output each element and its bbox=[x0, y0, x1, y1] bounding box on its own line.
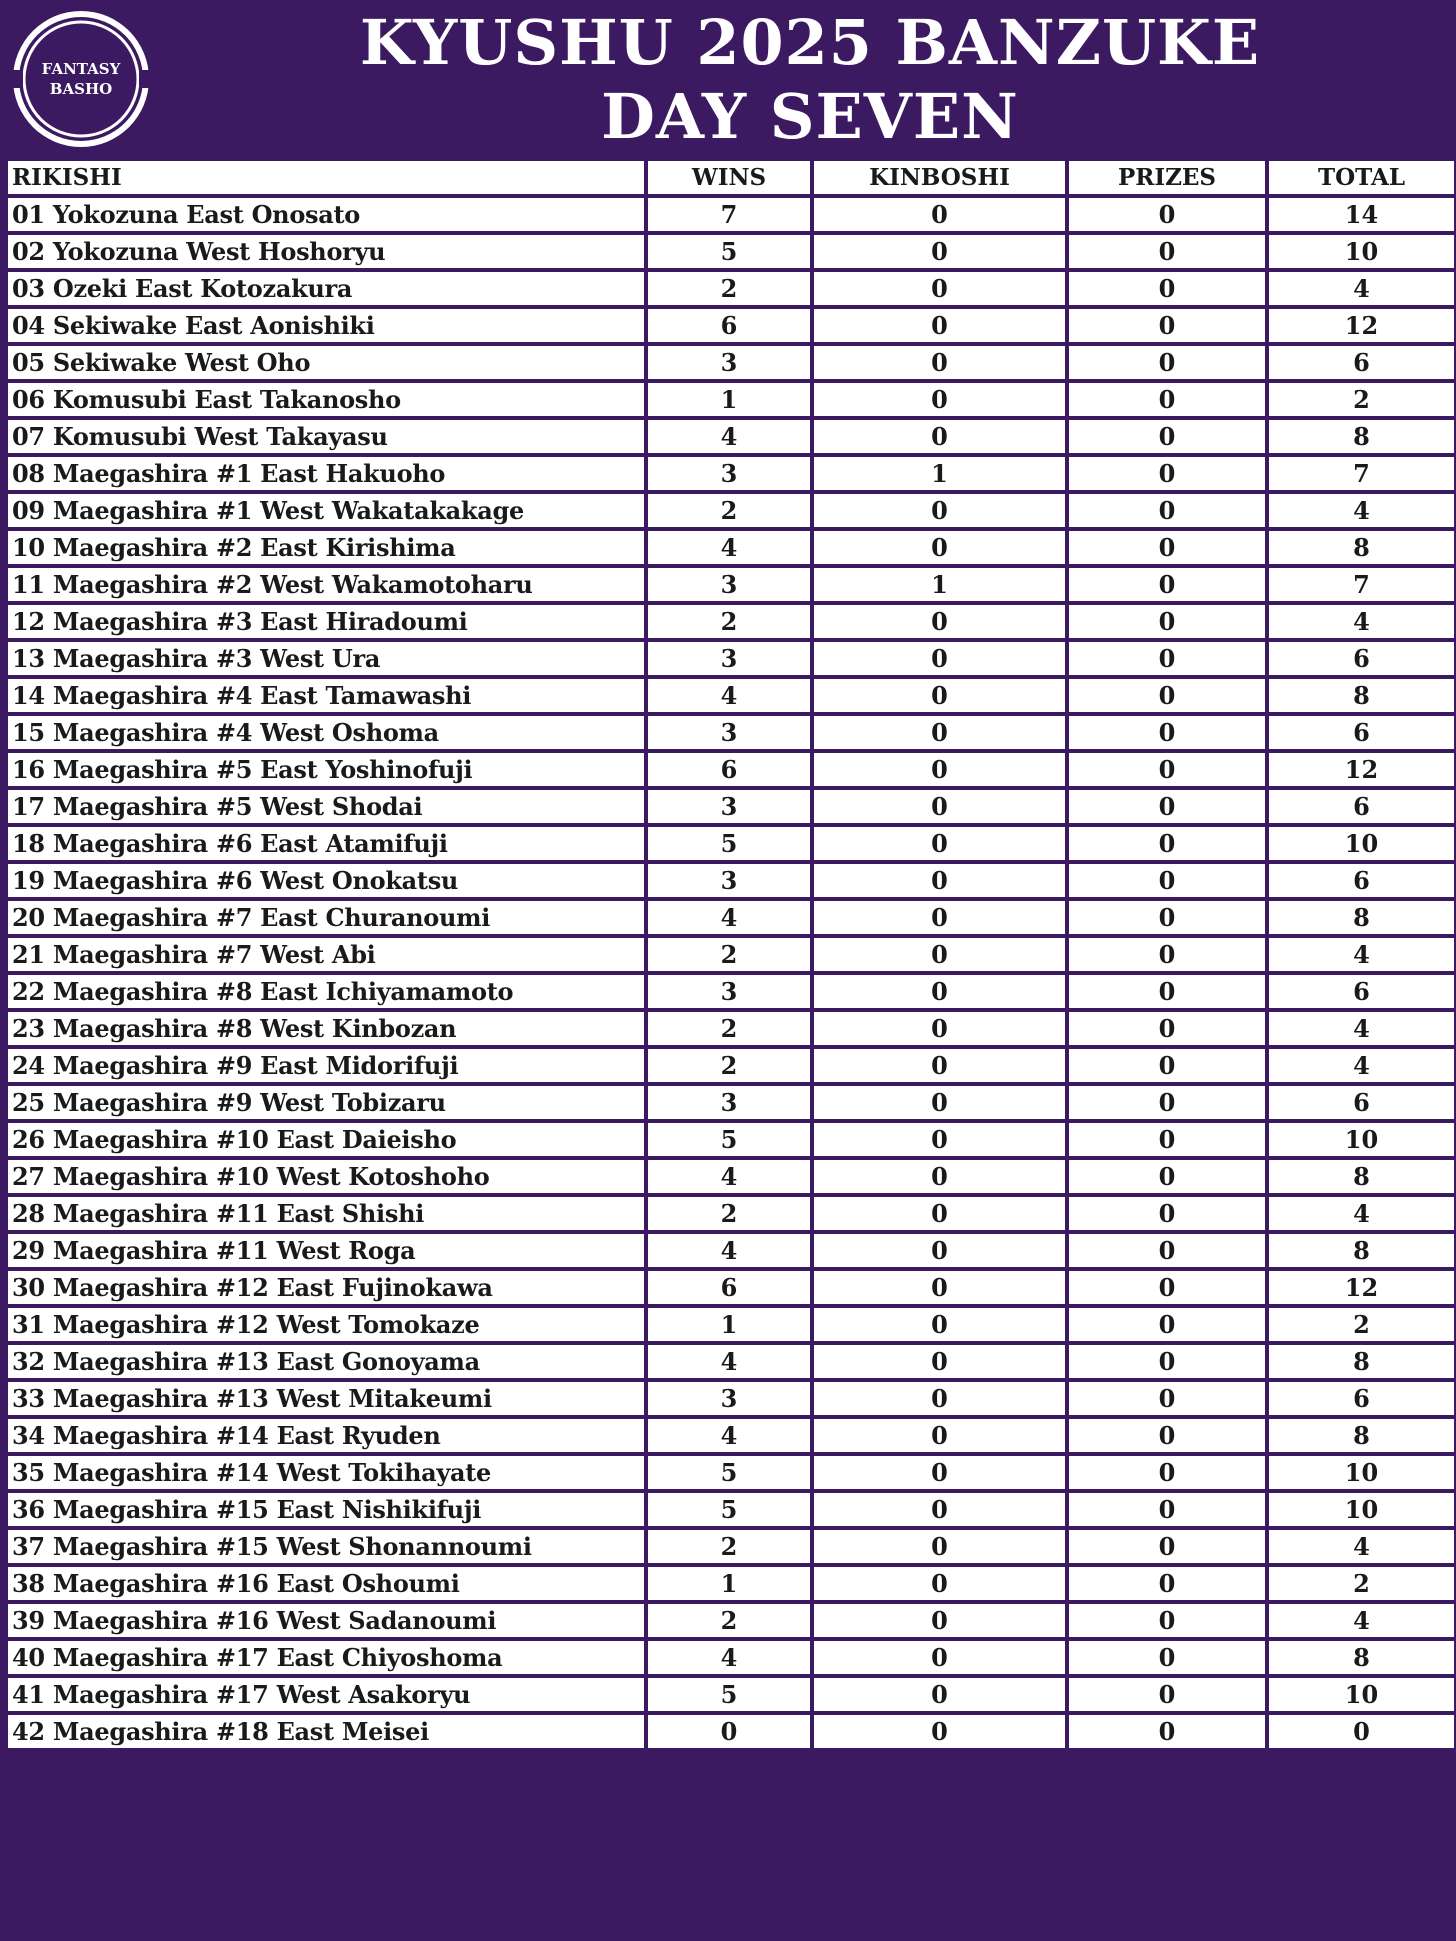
wins-cell: 1 bbox=[646, 1565, 812, 1602]
table-row bbox=[6, 899, 1456, 936]
prizes-cell: 0 bbox=[1067, 973, 1267, 1010]
rikishi-cell: 32 Maegashira #13 East Gonoyama bbox=[6, 1343, 646, 1380]
rikishi-cell: 33 Maegashira #13 West Mitakeumi bbox=[6, 1380, 646, 1417]
table-row bbox=[6, 714, 1456, 751]
wins-cell: 4 bbox=[646, 1343, 812, 1380]
table-row bbox=[6, 492, 1456, 529]
rikishi-cell: 28 Maegashira #11 East Shishi bbox=[6, 1195, 646, 1232]
prizes-cell: 0 bbox=[1067, 1491, 1267, 1528]
table-row bbox=[6, 1195, 1456, 1232]
table-row bbox=[6, 455, 1456, 492]
kinboshi-cell: 0 bbox=[812, 418, 1067, 455]
total-cell: 12 bbox=[1267, 307, 1456, 344]
kinboshi-cell: 0 bbox=[812, 1195, 1067, 1232]
rikishi-cell: 24 Maegashira #9 East Midorifuji bbox=[6, 1047, 646, 1084]
kinboshi-cell: 0 bbox=[812, 1528, 1067, 1565]
total-cell: 2 bbox=[1267, 381, 1456, 418]
wins-cell: 3 bbox=[646, 344, 812, 381]
prizes-cell: 0 bbox=[1067, 1417, 1267, 1454]
table-row bbox=[6, 1084, 1456, 1121]
total-cell: 4 bbox=[1267, 1528, 1456, 1565]
wins-cell: 1 bbox=[646, 381, 812, 418]
total-cell: 6 bbox=[1267, 1380, 1456, 1417]
table-row bbox=[6, 1454, 1456, 1491]
kinboshi-cell: 0 bbox=[812, 1565, 1067, 1602]
total-cell: 8 bbox=[1267, 1417, 1456, 1454]
kinboshi-cell: 0 bbox=[812, 603, 1067, 640]
rikishi-cell: 23 Maegashira #8 West Kinbozan bbox=[6, 1010, 646, 1047]
kinboshi-cell: 0 bbox=[812, 307, 1067, 344]
rikishi-cell: 29 Maegashira #11 West Roga bbox=[6, 1232, 646, 1269]
kinboshi-cell: 0 bbox=[812, 973, 1067, 1010]
prizes-cell: 0 bbox=[1067, 603, 1267, 640]
total-cell: 6 bbox=[1267, 640, 1456, 677]
prizes-cell: 0 bbox=[1067, 344, 1267, 381]
table-row bbox=[6, 640, 1456, 677]
wins-cell: 6 bbox=[646, 751, 812, 788]
table-row bbox=[6, 1343, 1456, 1380]
prizes-cell: 0 bbox=[1067, 492, 1267, 529]
prizes-cell: 0 bbox=[1067, 677, 1267, 714]
wins-cell: 7 bbox=[646, 196, 812, 233]
prizes-cell: 0 bbox=[1067, 1010, 1267, 1047]
wins-cell: 4 bbox=[646, 677, 812, 714]
table-row bbox=[6, 233, 1456, 270]
rikishi-cell: 16 Maegashira #5 East Yoshinofuji bbox=[6, 751, 646, 788]
total-cell: 8 bbox=[1267, 1639, 1456, 1676]
column-header-kinboshi: KINBOSHI bbox=[812, 159, 1067, 196]
rikishi-cell: 14 Maegashira #4 East Tamawashi bbox=[6, 677, 646, 714]
column-header-rikishi: RIKISHI bbox=[6, 159, 646, 196]
kinboshi-cell: 0 bbox=[812, 1232, 1067, 1269]
total-cell: 6 bbox=[1267, 788, 1456, 825]
prizes-cell: 0 bbox=[1067, 714, 1267, 751]
table-row bbox=[6, 566, 1456, 603]
table-row bbox=[6, 862, 1456, 899]
table-row bbox=[6, 1010, 1456, 1047]
table-row bbox=[6, 788, 1456, 825]
wins-cell: 1 bbox=[646, 1306, 812, 1343]
wins-cell: 5 bbox=[646, 825, 812, 862]
wins-cell: 4 bbox=[646, 529, 812, 566]
total-cell: 8 bbox=[1267, 899, 1456, 936]
kinboshi-cell: 0 bbox=[812, 1380, 1067, 1417]
total-cell: 10 bbox=[1267, 1454, 1456, 1491]
rikishi-cell: 07 Komusubi West Takayasu bbox=[6, 418, 646, 455]
wins-cell: 3 bbox=[646, 788, 812, 825]
wins-cell: 5 bbox=[646, 1121, 812, 1158]
prizes-cell: 0 bbox=[1067, 1528, 1267, 1565]
kinboshi-cell: 0 bbox=[812, 899, 1067, 936]
kinboshi-cell: 0 bbox=[812, 1269, 1067, 1306]
total-cell: 10 bbox=[1267, 1121, 1456, 1158]
rikishi-cell: 01 Yokozuna East Onosato bbox=[6, 196, 646, 233]
wins-cell: 2 bbox=[646, 1602, 812, 1639]
prizes-cell: 0 bbox=[1067, 862, 1267, 899]
rikishi-cell: 22 Maegashira #8 East Ichiyamamoto bbox=[6, 973, 646, 1010]
prizes-cell: 0 bbox=[1067, 825, 1267, 862]
wins-cell: 2 bbox=[646, 492, 812, 529]
prizes-cell: 0 bbox=[1067, 1158, 1267, 1195]
total-cell: 8 bbox=[1267, 418, 1456, 455]
prizes-cell: 0 bbox=[1067, 418, 1267, 455]
total-cell: 4 bbox=[1267, 1010, 1456, 1047]
column-header-wins: WINS bbox=[646, 159, 812, 196]
rikishi-cell: 18 Maegashira #6 East Atamifuji bbox=[6, 825, 646, 862]
rikishi-cell: 21 Maegashira #7 West Abi bbox=[6, 936, 646, 973]
prizes-cell: 0 bbox=[1067, 1565, 1267, 1602]
total-cell: 4 bbox=[1267, 1602, 1456, 1639]
kinboshi-cell: 0 bbox=[812, 936, 1067, 973]
wins-cell: 2 bbox=[646, 1195, 812, 1232]
rikishi-cell: 03 Ozeki East Kotozakura bbox=[6, 270, 646, 307]
rikishi-cell: 08 Maegashira #1 East Hakuoho bbox=[6, 455, 646, 492]
rikishi-cell: 19 Maegashira #6 West Onokatsu bbox=[6, 862, 646, 899]
prizes-cell: 0 bbox=[1067, 566, 1267, 603]
wins-cell: 5 bbox=[646, 233, 812, 270]
total-cell: 4 bbox=[1267, 603, 1456, 640]
wins-cell: 3 bbox=[646, 1380, 812, 1417]
table-body bbox=[6, 196, 1456, 1750]
table-row bbox=[6, 344, 1456, 381]
rikishi-cell: 11 Maegashira #2 West Wakamotoharu bbox=[6, 566, 646, 603]
total-cell: 10 bbox=[1267, 825, 1456, 862]
table-row bbox=[6, 973, 1456, 1010]
kinboshi-cell: 0 bbox=[812, 751, 1067, 788]
fantasy-basho-logo bbox=[10, 8, 152, 150]
prizes-cell: 0 bbox=[1067, 1121, 1267, 1158]
wins-cell: 4 bbox=[646, 1417, 812, 1454]
total-cell: 4 bbox=[1267, 270, 1456, 307]
kinboshi-cell: 0 bbox=[812, 825, 1067, 862]
wins-cell: 6 bbox=[646, 307, 812, 344]
table-row bbox=[6, 418, 1456, 455]
prizes-cell: 0 bbox=[1067, 1306, 1267, 1343]
rikishi-cell: 36 Maegashira #15 East Nishikifuji bbox=[6, 1491, 646, 1528]
total-cell: 2 bbox=[1267, 1306, 1456, 1343]
wins-cell: 5 bbox=[646, 1676, 812, 1713]
kinboshi-cell: 0 bbox=[812, 640, 1067, 677]
total-cell: 4 bbox=[1267, 1195, 1456, 1232]
prizes-cell: 0 bbox=[1067, 196, 1267, 233]
table-row bbox=[6, 1047, 1456, 1084]
title-line-2: DAY SEVEN bbox=[601, 80, 1019, 153]
rikishi-cell: 25 Maegashira #9 West Tobizaru bbox=[6, 1084, 646, 1121]
prizes-cell: 0 bbox=[1067, 381, 1267, 418]
prizes-cell: 0 bbox=[1067, 1676, 1267, 1713]
total-cell: 6 bbox=[1267, 862, 1456, 899]
total-cell: 4 bbox=[1267, 936, 1456, 973]
kinboshi-cell: 0 bbox=[812, 270, 1067, 307]
total-cell: 10 bbox=[1267, 233, 1456, 270]
table-row bbox=[6, 1713, 1456, 1750]
total-cell: 6 bbox=[1267, 1084, 1456, 1121]
table-row bbox=[6, 677, 1456, 714]
kinboshi-cell: 0 bbox=[812, 1417, 1067, 1454]
title-line-1: KYUSHU 2025 BANZUKE bbox=[359, 6, 1261, 79]
page-title bbox=[190, 6, 1430, 154]
wins-cell: 3 bbox=[646, 973, 812, 1010]
prizes-cell: 0 bbox=[1067, 270, 1267, 307]
total-cell: 12 bbox=[1267, 1269, 1456, 1306]
wins-cell: 5 bbox=[646, 1491, 812, 1528]
kinboshi-cell: 0 bbox=[812, 788, 1067, 825]
rikishi-cell: 13 Maegashira #3 West Ura bbox=[6, 640, 646, 677]
wins-cell: 3 bbox=[646, 455, 812, 492]
kinboshi-cell: 0 bbox=[812, 1010, 1067, 1047]
rikishi-cell: 31 Maegashira #12 West Tomokaze bbox=[6, 1306, 646, 1343]
kinboshi-cell: 0 bbox=[812, 344, 1067, 381]
total-cell: 8 bbox=[1267, 1343, 1456, 1380]
wins-cell: 4 bbox=[646, 1232, 812, 1269]
table-row bbox=[6, 1306, 1456, 1343]
kinboshi-cell: 0 bbox=[812, 1602, 1067, 1639]
kinboshi-cell: 0 bbox=[812, 1454, 1067, 1491]
rikishi-cell: 17 Maegashira #5 West Shodai bbox=[6, 788, 646, 825]
rikishi-cell: 04 Sekiwake East Aonishiki bbox=[6, 307, 646, 344]
table-row bbox=[6, 196, 1456, 233]
kinboshi-cell: 0 bbox=[812, 862, 1067, 899]
table-row bbox=[6, 270, 1456, 307]
total-cell: 2 bbox=[1267, 1565, 1456, 1602]
table-row bbox=[6, 1121, 1456, 1158]
prizes-cell: 0 bbox=[1067, 1713, 1267, 1750]
rikishi-cell: 41 Maegashira #17 West Asakoryu bbox=[6, 1676, 646, 1713]
kinboshi-cell: 0 bbox=[812, 1343, 1067, 1380]
total-cell: 10 bbox=[1267, 1491, 1456, 1528]
total-cell: 4 bbox=[1267, 1047, 1456, 1084]
rikishi-cell: 37 Maegashira #15 West Shonannoumi bbox=[6, 1528, 646, 1565]
kinboshi-cell: 0 bbox=[812, 492, 1067, 529]
logo-text-fantasy: FANTASY bbox=[41, 60, 121, 78]
wins-cell: 2 bbox=[646, 1047, 812, 1084]
rikishi-cell: 05 Sekiwake West Oho bbox=[6, 344, 646, 381]
rikishi-cell: 42 Maegashira #18 East Meisei bbox=[6, 1713, 646, 1750]
table-row bbox=[6, 1528, 1456, 1565]
kinboshi-cell: 0 bbox=[812, 1084, 1067, 1121]
rikishi-cell: 02 Yokozuna West Hoshoryu bbox=[6, 233, 646, 270]
prizes-cell: 0 bbox=[1067, 307, 1267, 344]
table-row bbox=[6, 1602, 1456, 1639]
total-cell: 0 bbox=[1267, 1713, 1456, 1750]
kinboshi-cell: 0 bbox=[812, 1306, 1067, 1343]
wins-cell: 3 bbox=[646, 640, 812, 677]
kinboshi-cell: 0 bbox=[812, 1121, 1067, 1158]
page-header bbox=[0, 0, 1456, 158]
column-header-prizes: PRIZES bbox=[1067, 159, 1267, 196]
table-row bbox=[6, 1676, 1456, 1713]
wins-cell: 4 bbox=[646, 1158, 812, 1195]
prizes-cell: 0 bbox=[1067, 529, 1267, 566]
table-row bbox=[6, 529, 1456, 566]
rikishi-cell: 27 Maegashira #10 West Kotoshoho bbox=[6, 1158, 646, 1195]
table-row bbox=[6, 1491, 1456, 1528]
total-cell: 4 bbox=[1267, 492, 1456, 529]
kinboshi-cell: 0 bbox=[812, 196, 1067, 233]
table-row bbox=[6, 307, 1456, 344]
total-cell: 6 bbox=[1267, 344, 1456, 381]
table-row bbox=[6, 1417, 1456, 1454]
kinboshi-cell: 0 bbox=[812, 677, 1067, 714]
prizes-cell: 0 bbox=[1067, 751, 1267, 788]
table-row bbox=[6, 1639, 1456, 1676]
table-row bbox=[6, 1380, 1456, 1417]
total-cell: 8 bbox=[1267, 677, 1456, 714]
prizes-cell: 0 bbox=[1067, 899, 1267, 936]
prizes-cell: 0 bbox=[1067, 1343, 1267, 1380]
prizes-cell: 0 bbox=[1067, 640, 1267, 677]
wins-cell: 3 bbox=[646, 1084, 812, 1121]
table-row bbox=[6, 1565, 1456, 1602]
wins-cell: 2 bbox=[646, 603, 812, 640]
total-cell: 10 bbox=[1267, 1676, 1456, 1713]
total-cell: 6 bbox=[1267, 973, 1456, 1010]
table-header-row bbox=[6, 159, 1456, 196]
kinboshi-cell: 0 bbox=[812, 529, 1067, 566]
total-cell: 7 bbox=[1267, 566, 1456, 603]
total-cell: 12 bbox=[1267, 751, 1456, 788]
table-row bbox=[6, 1232, 1456, 1269]
prizes-cell: 0 bbox=[1067, 1602, 1267, 1639]
rikishi-cell: 09 Maegashira #1 West Wakatakakage bbox=[6, 492, 646, 529]
rikishi-cell: 34 Maegashira #14 East Ryuden bbox=[6, 1417, 646, 1454]
prizes-cell: 0 bbox=[1067, 1047, 1267, 1084]
prizes-cell: 0 bbox=[1067, 1232, 1267, 1269]
wins-cell: 0 bbox=[646, 1713, 812, 1750]
prizes-cell: 0 bbox=[1067, 1269, 1267, 1306]
kinboshi-cell: 0 bbox=[812, 1639, 1067, 1676]
rikishi-cell: 40 Maegashira #17 East Chiyoshoma bbox=[6, 1639, 646, 1676]
table-row bbox=[6, 936, 1456, 973]
total-cell: 8 bbox=[1267, 529, 1456, 566]
wins-cell: 2 bbox=[646, 936, 812, 973]
kinboshi-cell: 1 bbox=[812, 455, 1067, 492]
wins-cell: 2 bbox=[646, 1010, 812, 1047]
kinboshi-cell: 0 bbox=[812, 1047, 1067, 1084]
kinboshi-cell: 1 bbox=[812, 566, 1067, 603]
kinboshi-cell: 0 bbox=[812, 1158, 1067, 1195]
table-row bbox=[6, 825, 1456, 862]
kinboshi-cell: 0 bbox=[812, 1713, 1067, 1750]
total-cell: 8 bbox=[1267, 1232, 1456, 1269]
rikishi-cell: 39 Maegashira #16 West Sadanoumi bbox=[6, 1602, 646, 1639]
logo-text-basho: BASHO bbox=[49, 80, 113, 98]
rikishi-cell: 10 Maegashira #2 East Kirishima bbox=[6, 529, 646, 566]
wins-cell: 2 bbox=[646, 1528, 812, 1565]
rikishi-cell: 26 Maegashira #10 East Daieisho bbox=[6, 1121, 646, 1158]
total-cell: 6 bbox=[1267, 714, 1456, 751]
table-row bbox=[6, 603, 1456, 640]
prizes-cell: 0 bbox=[1067, 936, 1267, 973]
rikishi-cell: 30 Maegashira #12 East Fujinokawa bbox=[6, 1269, 646, 1306]
wins-cell: 2 bbox=[646, 270, 812, 307]
table-row bbox=[6, 1269, 1456, 1306]
kinboshi-cell: 0 bbox=[812, 233, 1067, 270]
prizes-cell: 0 bbox=[1067, 233, 1267, 270]
kinboshi-cell: 0 bbox=[812, 381, 1067, 418]
prizes-cell: 0 bbox=[1067, 788, 1267, 825]
prizes-cell: 0 bbox=[1067, 455, 1267, 492]
wins-cell: 3 bbox=[646, 566, 812, 603]
rikishi-cell: 20 Maegashira #7 East Churanoumi bbox=[6, 899, 646, 936]
rikishi-cell: 06 Komusubi East Takanosho bbox=[6, 381, 646, 418]
wins-cell: 3 bbox=[646, 714, 812, 751]
prizes-cell: 0 bbox=[1067, 1084, 1267, 1121]
wins-cell: 4 bbox=[646, 418, 812, 455]
kinboshi-cell: 0 bbox=[812, 1676, 1067, 1713]
table-row bbox=[6, 1158, 1456, 1195]
total-cell: 7 bbox=[1267, 455, 1456, 492]
wins-cell: 4 bbox=[646, 899, 812, 936]
prizes-cell: 0 bbox=[1067, 1380, 1267, 1417]
prizes-cell: 0 bbox=[1067, 1639, 1267, 1676]
total-cell: 8 bbox=[1267, 1158, 1456, 1195]
rikishi-cell: 15 Maegashira #4 West Oshoma bbox=[6, 714, 646, 751]
wins-cell: 5 bbox=[646, 1454, 812, 1491]
kinboshi-cell: 0 bbox=[812, 1491, 1067, 1528]
table-row bbox=[6, 751, 1456, 788]
total-cell: 14 bbox=[1267, 196, 1456, 233]
wins-cell: 6 bbox=[646, 1269, 812, 1306]
banzuke-table bbox=[4, 157, 1456, 1752]
rikishi-cell: 38 Maegashira #16 East Oshoumi bbox=[6, 1565, 646, 1602]
prizes-cell: 0 bbox=[1067, 1195, 1267, 1232]
wins-cell: 3 bbox=[646, 862, 812, 899]
prizes-cell: 0 bbox=[1067, 1454, 1267, 1491]
wins-cell: 4 bbox=[646, 1639, 812, 1676]
rikishi-cell: 12 Maegashira #3 East Hiradoumi bbox=[6, 603, 646, 640]
kinboshi-cell: 0 bbox=[812, 714, 1067, 751]
table-row bbox=[6, 381, 1456, 418]
column-header-total: TOTAL bbox=[1267, 159, 1456, 196]
rikishi-cell: 35 Maegashira #14 West Tokihayate bbox=[6, 1454, 646, 1491]
